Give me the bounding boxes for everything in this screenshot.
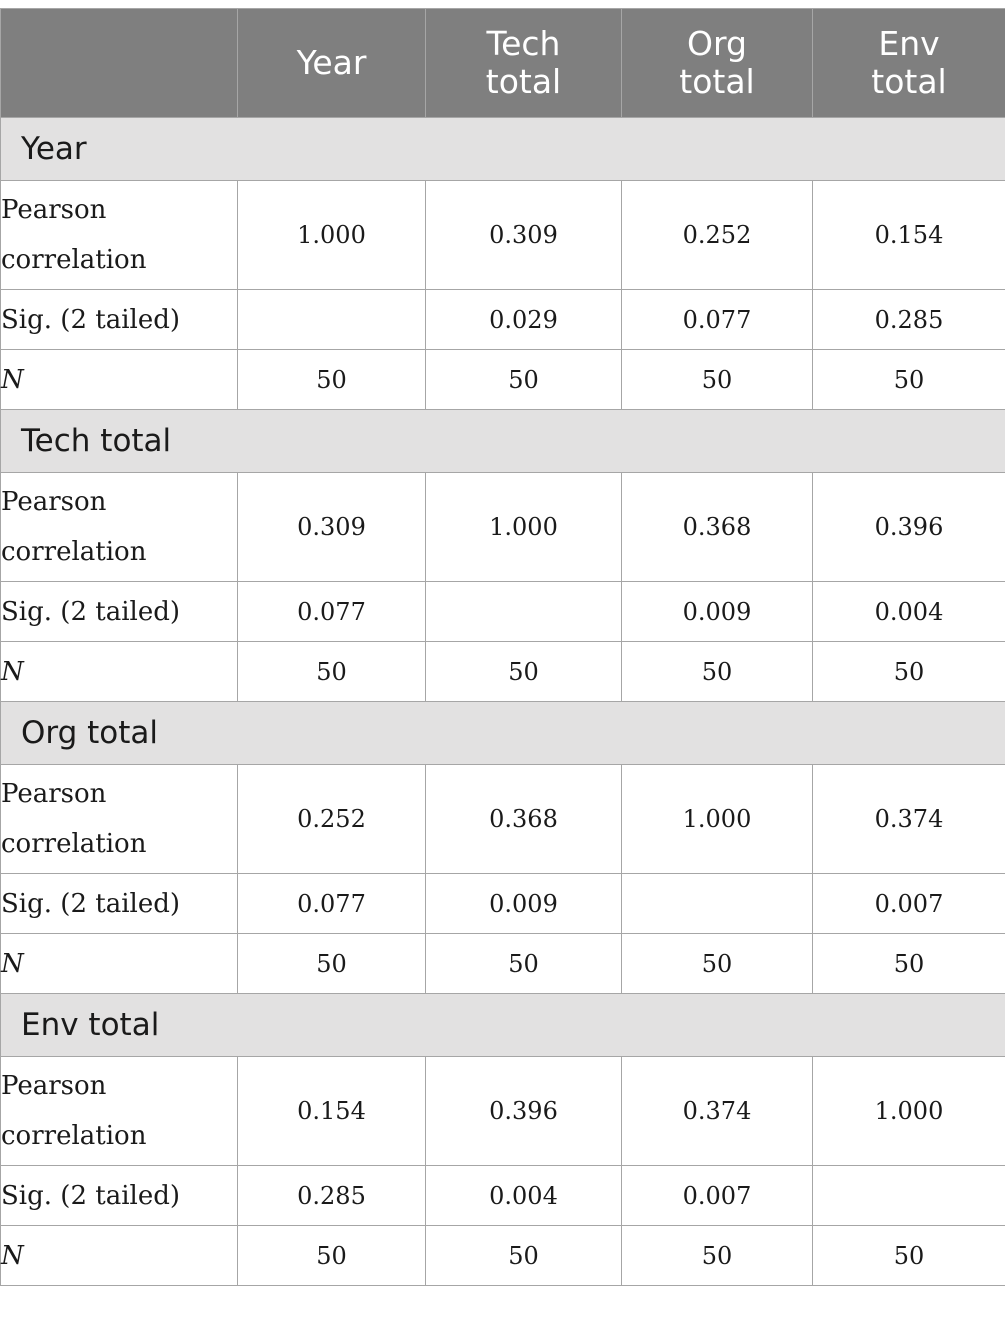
cell-value: 0.285 bbox=[238, 1166, 426, 1226]
pearson-row bbox=[1, 473, 1005, 582]
cell-value: 0.154 bbox=[238, 1057, 426, 1166]
cell-value: 50 bbox=[813, 934, 1005, 994]
sig-label: Sig. (2 tailed) bbox=[1, 290, 238, 350]
section-row-env-total bbox=[1, 994, 1005, 1057]
sig-row bbox=[1, 582, 1005, 642]
cell-value: 50 bbox=[813, 350, 1005, 410]
section-title: Year bbox=[1, 118, 1005, 181]
sig-label: Sig. (2 tailed) bbox=[1, 1166, 238, 1226]
cell-value bbox=[426, 582, 622, 642]
n-row bbox=[1, 934, 1005, 994]
n-label: N bbox=[1, 350, 238, 410]
cell-value: 0.396 bbox=[813, 473, 1005, 582]
cell-value: 0.309 bbox=[238, 473, 426, 582]
cell-value: 0.004 bbox=[426, 1166, 622, 1226]
header-corner bbox=[1, 9, 238, 118]
pearson-row bbox=[1, 765, 1005, 874]
cell-value: 0.009 bbox=[622, 582, 813, 642]
header-env-total: Env total bbox=[813, 9, 1005, 118]
header-year: Year bbox=[238, 9, 426, 118]
cell-value: 0.374 bbox=[813, 765, 1005, 874]
cell-value: 1.000 bbox=[813, 1057, 1005, 1166]
cell-value: 0.374 bbox=[622, 1057, 813, 1166]
section-row-year bbox=[1, 118, 1005, 181]
cell-value: 0.029 bbox=[426, 290, 622, 350]
cell-value: 50 bbox=[426, 1226, 622, 1286]
n-label: N bbox=[1, 934, 238, 994]
section-row-tech-total bbox=[1, 410, 1005, 473]
cell-value: 0.252 bbox=[622, 181, 813, 290]
cell-value: 50 bbox=[238, 1226, 426, 1286]
cell-value: 0.154 bbox=[813, 181, 1005, 290]
n-row bbox=[1, 1226, 1005, 1286]
sig-label: Sig. (2 tailed) bbox=[1, 582, 238, 642]
header-org-total: Org total bbox=[622, 9, 813, 118]
sig-row bbox=[1, 874, 1005, 934]
cell-value: 50 bbox=[622, 934, 813, 994]
cell-value: 50 bbox=[238, 350, 426, 410]
section-title: Tech total bbox=[1, 410, 1005, 473]
cell-value: 1.000 bbox=[238, 181, 426, 290]
cell-value bbox=[813, 1166, 1005, 1226]
cell-value bbox=[622, 874, 813, 934]
cell-value: 50 bbox=[426, 642, 622, 702]
pearson-row bbox=[1, 181, 1005, 290]
pearson-row bbox=[1, 1057, 1005, 1166]
section-title: Org total bbox=[1, 702, 1005, 765]
pearson-label: Pearson correlation bbox=[1, 1057, 238, 1166]
cell-value: 1.000 bbox=[426, 473, 622, 582]
cell-value: 50 bbox=[813, 1226, 1005, 1286]
cell-value: 50 bbox=[426, 934, 622, 994]
cell-value: 50 bbox=[426, 350, 622, 410]
pearson-label: Pearson correlation bbox=[1, 181, 238, 290]
pearson-label: Pearson correlation bbox=[1, 473, 238, 582]
cell-value: 0.007 bbox=[622, 1166, 813, 1226]
cell-value: 0.007 bbox=[813, 874, 1005, 934]
n-label: N bbox=[1, 642, 238, 702]
cell-value: 50 bbox=[622, 1226, 813, 1286]
cell-value: 0.252 bbox=[238, 765, 426, 874]
section-row-org-total bbox=[1, 702, 1005, 765]
cell-value: 0.368 bbox=[622, 473, 813, 582]
n-row bbox=[1, 350, 1005, 410]
cell-value: 50 bbox=[622, 350, 813, 410]
cell-value: 0.077 bbox=[238, 874, 426, 934]
cell-value: 0.396 bbox=[426, 1057, 622, 1166]
cell-value: 50 bbox=[622, 642, 813, 702]
cell-value: 50 bbox=[238, 642, 426, 702]
correlation-table bbox=[0, 8, 1005, 1286]
n-label: N bbox=[1, 1226, 238, 1286]
cell-value: 50 bbox=[238, 934, 426, 994]
cell-value: 0.004 bbox=[813, 582, 1005, 642]
sig-row bbox=[1, 1166, 1005, 1226]
cell-value: 0.309 bbox=[426, 181, 622, 290]
cell-value: 0.368 bbox=[426, 765, 622, 874]
section-title: Env total bbox=[1, 994, 1005, 1057]
cell-value: 0.009 bbox=[426, 874, 622, 934]
sig-label: Sig. (2 tailed) bbox=[1, 874, 238, 934]
cell-value: 0.077 bbox=[622, 290, 813, 350]
header-tech-total: Tech total bbox=[426, 9, 622, 118]
cell-value: 1.000 bbox=[622, 765, 813, 874]
cell-value: 0.285 bbox=[813, 290, 1005, 350]
pearson-label: Pearson correlation bbox=[1, 765, 238, 874]
cell-value: 50 bbox=[813, 642, 1005, 702]
cell-value bbox=[238, 290, 426, 350]
cell-value: 0.077 bbox=[238, 582, 426, 642]
sig-row bbox=[1, 290, 1005, 350]
n-row bbox=[1, 642, 1005, 702]
header-row bbox=[1, 9, 1005, 118]
